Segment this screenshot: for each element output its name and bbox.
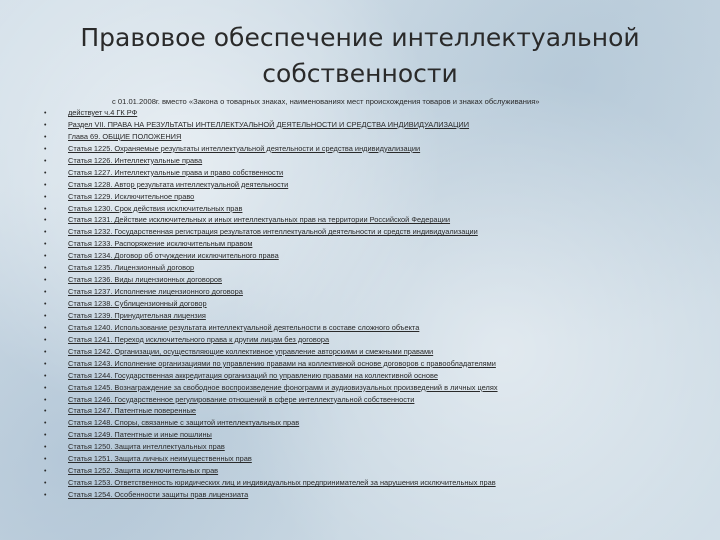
intro-text: с 01.01.2008г. вместо «Закона о товарных знаках, наименованиях мест происхождения товаров и знаках обслуживания» <box>112 97 540 106</box>
article-link[interactable]: Статья 1242. Организации, осуществляющие коллективное управление авторскими и смежными правами <box>68 346 434 356</box>
article-link[interactable]: Статья 1234. Договор об отчуждении исключительного права <box>68 251 279 261</box>
bullet-icon: • <box>44 241 47 249</box>
bullet-icon: • <box>44 480 47 488</box>
bullet-icon: • <box>44 432 47 440</box>
article-link[interactable]: Статья 1237. Исполнение лицензионного договора <box>68 287 243 297</box>
article-link[interactable]: Статья 1241. Переход исключительного права к другим лицам без договора <box>68 334 330 344</box>
bullet-icon: • <box>44 456 47 464</box>
bullet-icon: • <box>44 336 47 344</box>
list-item[interactable] <box>44 358 714 370</box>
bullet-icon: • <box>44 301 47 308</box>
slide-title-line-1: Правовое обеспечение интеллектуальной <box>80 23 640 52</box>
article-link[interactable]: Статья 1249. Патентные и иные пошлины <box>68 430 212 440</box>
bullet-icon: • <box>44 384 47 392</box>
bullet-icon: • <box>44 121 47 129</box>
list-item[interactable] <box>44 250 714 262</box>
list-item[interactable] <box>44 382 714 394</box>
article-link[interactable]: Статья 1248. Споры, связанные с защитой интеллектуальных прав <box>68 418 300 428</box>
list-item[interactable] <box>44 334 714 346</box>
list-item[interactable] <box>44 286 714 298</box>
article-link[interactable]: Статья 1253. Ответственность юридических лиц и индивидуальных предпринимателей за нарушения исключительных прав <box>68 478 496 488</box>
list-item[interactable] <box>44 417 714 429</box>
list-item[interactable] <box>44 119 714 131</box>
bullet-icon: • <box>44 289 47 297</box>
bullet-icon: • <box>44 444 47 452</box>
article-link[interactable]: Статья 1238. Сублицензионный договор <box>68 299 207 308</box>
article-link[interactable]: Статья 1235. Лицензионный договор <box>68 263 195 273</box>
article-link[interactable]: Глава 69. ОБЩИЕ ПОЛОЖЕНИЯ <box>68 131 182 141</box>
list-item[interactable] <box>44 453 714 465</box>
article-link[interactable]: Статья 1228. Автор результата интеллектуальной деятельности <box>68 179 289 189</box>
list-item[interactable] <box>44 214 714 226</box>
bullet-icon: • <box>44 181 47 189</box>
list-item[interactable] <box>44 346 714 358</box>
article-link[interactable]: Статья 1239. Принудительная лицензия <box>68 310 206 320</box>
list-item[interactable] <box>44 238 714 250</box>
list-item[interactable] <box>44 203 714 215</box>
list-item[interactable] <box>44 167 714 179</box>
article-link[interactable]: Статья 1243. Исполнение организациями по управлению правами на коллективной основе договоров с правообладателями <box>68 358 496 368</box>
article-link[interactable]: Статья 1247. Патентные поверенные <box>68 406 196 416</box>
list-item[interactable] <box>44 405 714 417</box>
bullet-icon: • <box>44 110 47 117</box>
bullet-icon: • <box>44 324 47 332</box>
list-item[interactable] <box>44 191 714 203</box>
article-link[interactable]: Статья 1240. Использование результата интеллектуальной деятельности в составе сложного объекта <box>68 322 420 332</box>
article-link[interactable]: Статья 1252. Защита исключительных прав <box>68 466 219 476</box>
article-link[interactable]: Статья 1230. Срок действия исключительных прав <box>68 203 243 213</box>
list-item[interactable] <box>44 394 714 406</box>
list-item[interactable] <box>44 226 714 238</box>
bullet-icon: • <box>44 133 47 141</box>
bullet-icon: • <box>44 265 47 273</box>
bullet-icon: • <box>44 396 47 404</box>
bullet-icon: • <box>44 420 47 428</box>
list-item[interactable] <box>44 489 714 501</box>
article-link[interactable]: Статья 1245. Вознаграждение за свободное воспроизведение фонограмм и аудиовизуальных произведений в личных целях <box>68 382 498 392</box>
list-item[interactable] <box>44 155 714 167</box>
bullet-icon: • <box>44 145 47 153</box>
article-link[interactable]: Статья 1231. Действие исключительных и иных интеллектуальных прав на территории Российской Федерации <box>68 215 451 225</box>
bullet-icon: • <box>44 253 47 261</box>
article-link[interactable]: Статья 1227. Интеллектуальные права и право собственности <box>68 167 284 177</box>
slide-title-line-2: собственности <box>262 59 458 88</box>
bullet-icon: • <box>44 312 47 320</box>
article-link[interactable]: Статья 1236. Виды лицензионных договоров <box>68 275 222 285</box>
list-item[interactable] <box>44 179 714 191</box>
article-link[interactable]: Статья 1226. Интеллектуальные права <box>68 155 203 165</box>
article-link[interactable]: Статья 1233. Распоряжение исключительным правом <box>68 239 253 249</box>
list-item[interactable] <box>44 477 714 489</box>
bullet-icon: • <box>44 217 47 225</box>
article-link[interactable]: Статья 1251. Защита личных неимущественных прав <box>68 454 252 464</box>
article-link[interactable]: Статья 1244. Государственная аккредитация организаций по управлению правами на коллективной основе <box>68 370 438 380</box>
list-item[interactable] <box>44 262 714 274</box>
list-item[interactable] <box>44 131 714 143</box>
list-item[interactable] <box>44 322 714 334</box>
bullet-icon: • <box>44 360 47 368</box>
list-item[interactable] <box>44 143 714 155</box>
bullet-icon: • <box>44 492 47 499</box>
bullet-icon: • <box>44 169 47 177</box>
list-item[interactable] <box>44 310 714 322</box>
article-link[interactable]: Статья 1250. Защита интеллектуальных прав <box>68 442 225 452</box>
bullet-icon: • <box>44 468 47 476</box>
bullet-icon: • <box>44 193 47 201</box>
article-list <box>44 107 714 501</box>
bullet-icon: • <box>44 205 47 213</box>
bullet-icon: • <box>44 229 47 237</box>
article-link[interactable]: Статья 1232. Государственная регистрация результатов интеллектуальной деятельности и средств индивидуализации <box>68 227 478 237</box>
article-link[interactable]: Раздел VII. ПРАВА НА РЕЗУЛЬТАТЫ ИНТЕЛЛЕКТУАЛЬНОЙ ДЕЯТЕЛЬНОСТИ И СРЕДСТВА ИНДИВИДУАЛИЗАЦИИ <box>68 119 470 129</box>
article-link[interactable]: действует ч.4 ГК РФ <box>68 108 138 117</box>
list-item[interactable] <box>44 274 714 286</box>
article-link[interactable]: Статья 1254. Особенности защиты прав лицензиата <box>68 490 249 499</box>
bullet-icon: • <box>44 348 47 356</box>
article-link[interactable]: Статья 1229. Исключительное право <box>68 191 195 201</box>
bullet-icon: • <box>44 277 47 285</box>
bullet-icon: • <box>44 408 47 416</box>
bullet-icon: • <box>44 157 47 165</box>
bullet-icon: • <box>44 372 47 380</box>
article-link[interactable]: Статья 1225. Охраняемые результаты интеллектуальной деятельности и средства индивидуализации <box>68 143 421 153</box>
list-item[interactable] <box>44 298 714 310</box>
article-link[interactable]: Статья 1246. Государственное регулирование отношений в сфере интеллектуальной собственности <box>68 394 415 404</box>
list-item[interactable] <box>44 107 714 119</box>
list-item[interactable] <box>44 429 714 441</box>
list-item[interactable] <box>44 465 714 477</box>
list-item[interactable] <box>44 441 714 453</box>
slide-title <box>0 20 720 92</box>
list-item[interactable] <box>44 370 714 382</box>
